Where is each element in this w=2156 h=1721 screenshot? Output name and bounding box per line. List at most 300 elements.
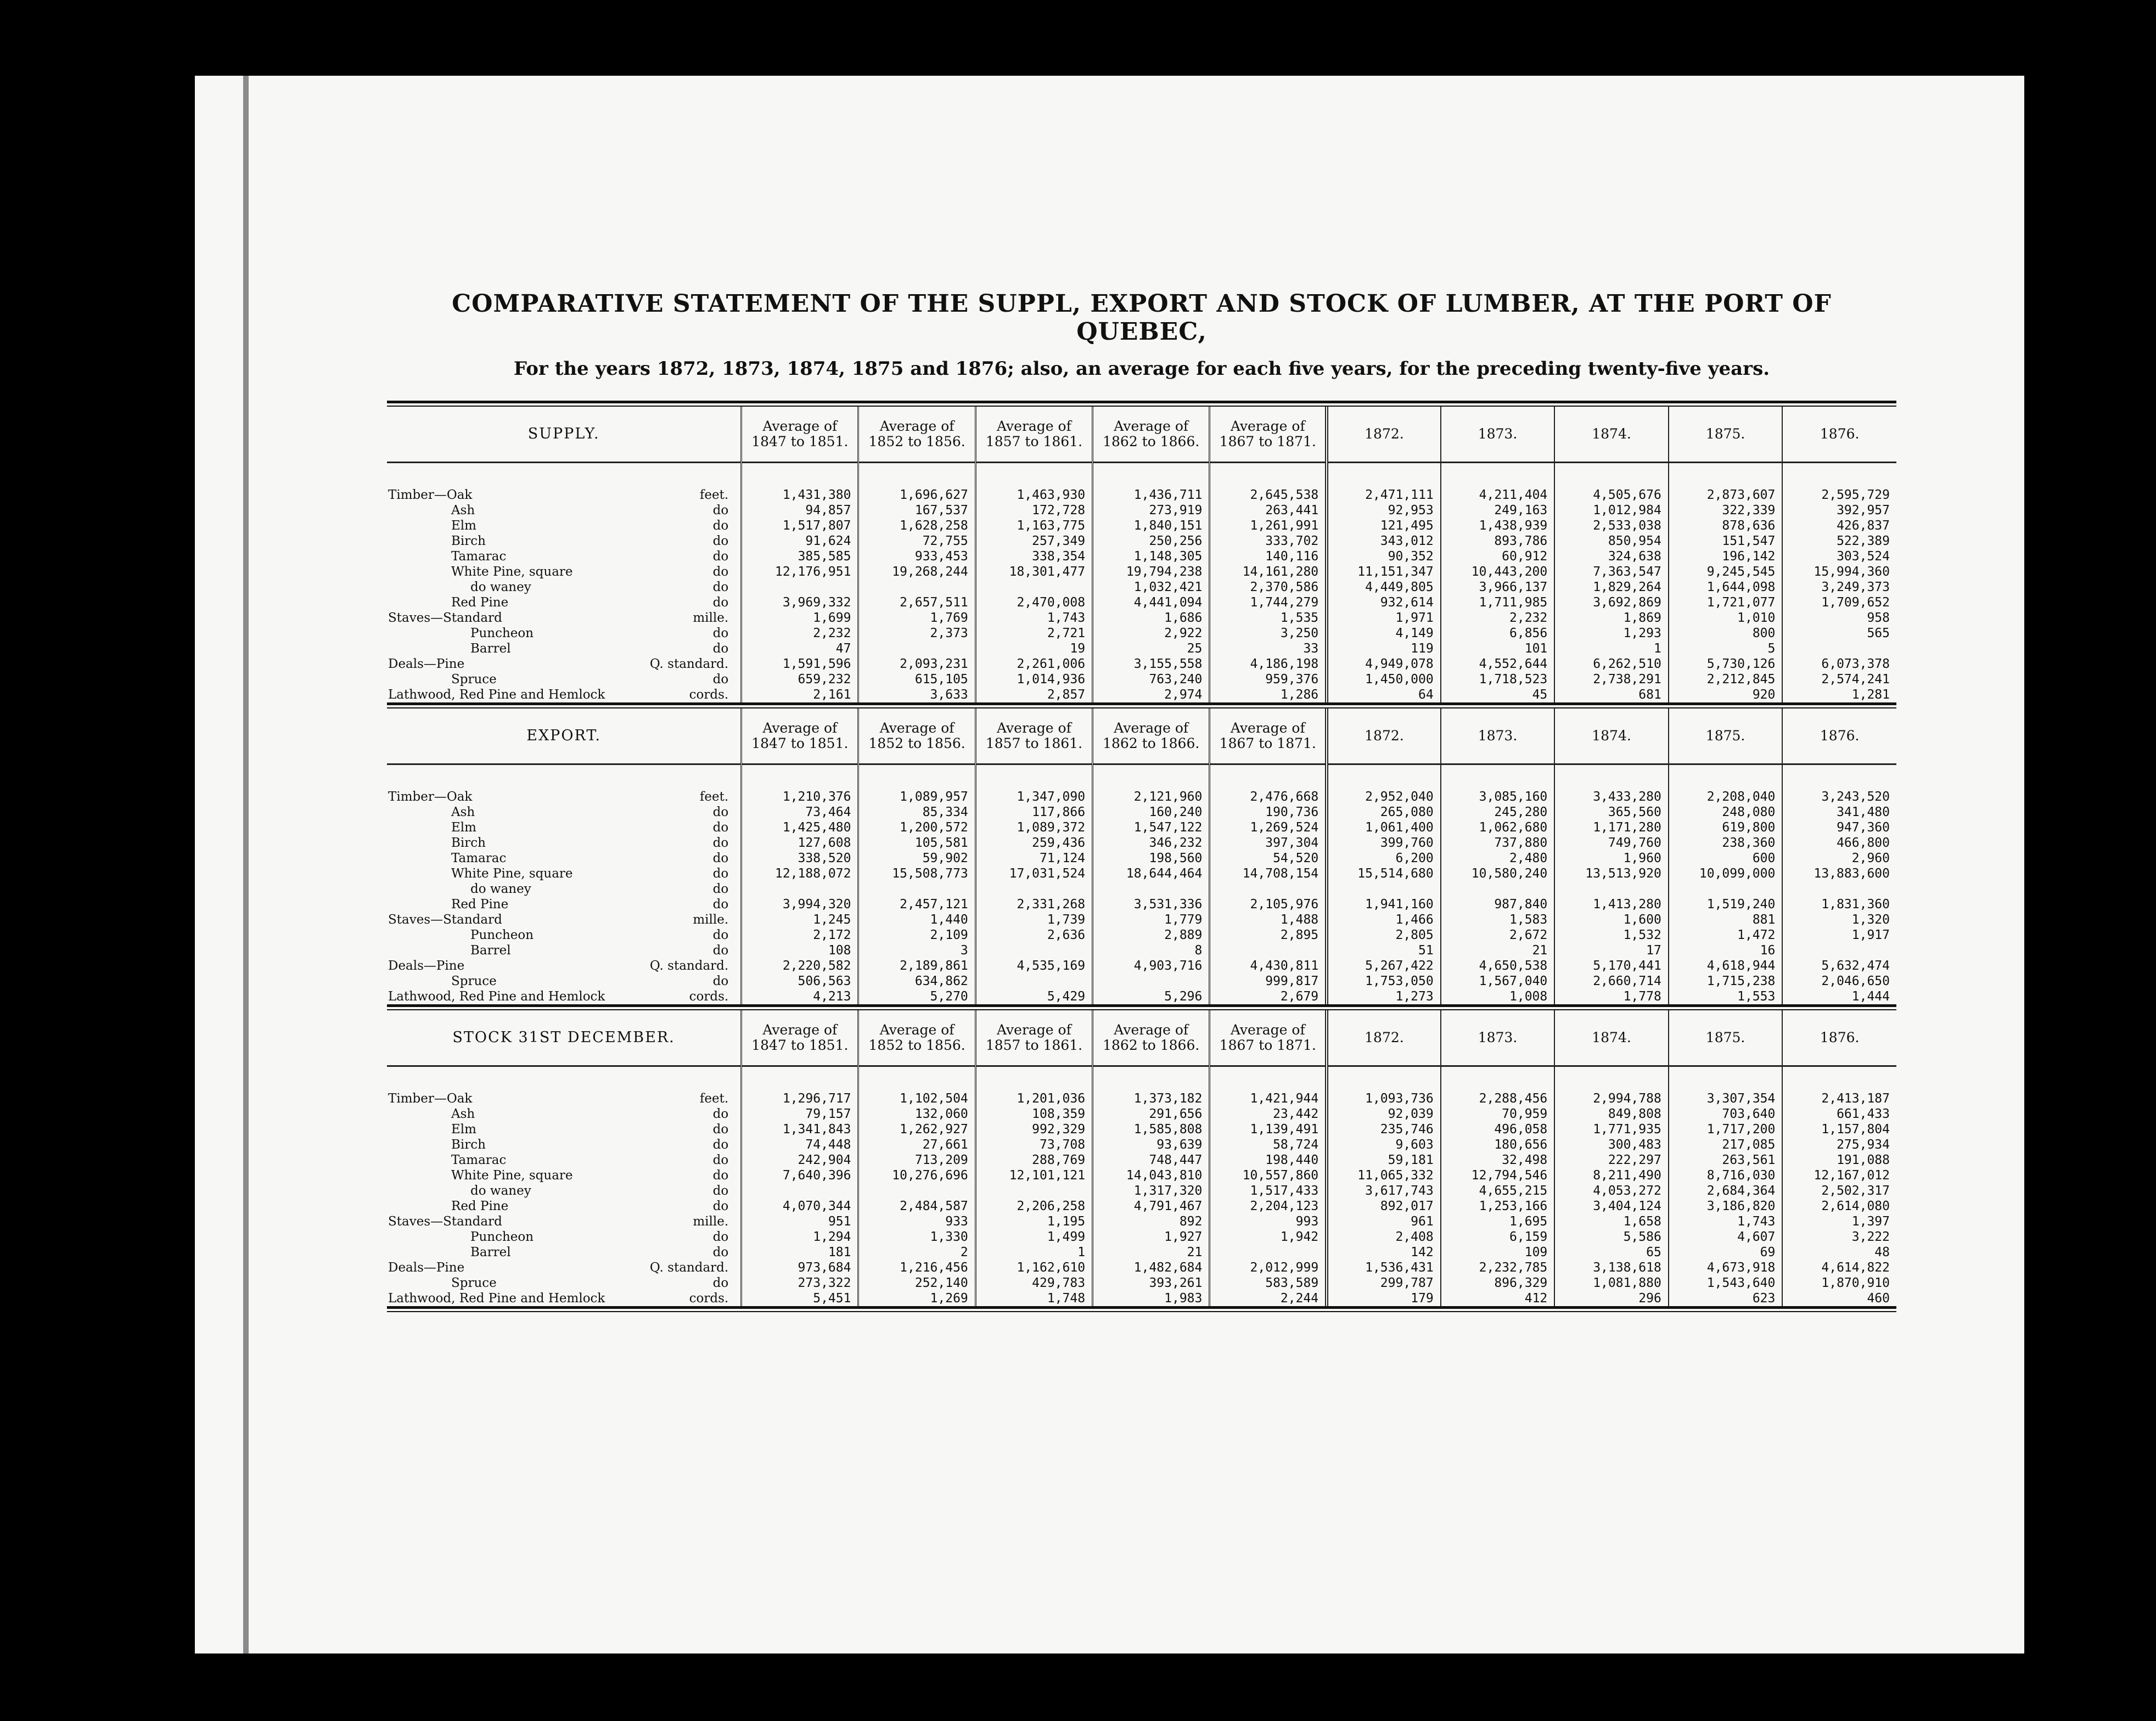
table-cell: 296 <box>1554 1291 1669 1306</box>
row-unit: do <box>712 1199 729 1213</box>
table-cell: 181 <box>742 1245 858 1260</box>
table-cell: 1,413,280 <box>1554 897 1669 912</box>
table-cell: 45 <box>1441 687 1555 702</box>
table-row <box>387 1183 1896 1199</box>
year-column-header: 1872. <box>1327 1010 1441 1066</box>
table-cell: 3,969,332 <box>742 595 858 610</box>
row-label <box>387 626 742 641</box>
table-cell: 1,440 <box>858 912 975 927</box>
table-cell: 1,779 <box>1093 912 1210 927</box>
year-column-header: 1874. <box>1554 708 1669 764</box>
table-cell: 5,267,422 <box>1327 958 1441 974</box>
table-cell: 1,686 <box>1093 610 1210 626</box>
table-cell: 5,170,441 <box>1554 958 1669 974</box>
table-cell: 999,817 <box>1210 974 1327 989</box>
table-cell: 259,436 <box>975 835 1092 851</box>
table-cell: 4,673,918 <box>1669 1260 1783 1275</box>
table-cell: 896,329 <box>1441 1275 1555 1291</box>
table-cell: 10,557,860 <box>1210 1168 1327 1183</box>
table-cell: 2,288,456 <box>1441 1091 1555 1106</box>
row-unit: do <box>712 1245 729 1259</box>
table-cell: 3,138,618 <box>1554 1260 1669 1275</box>
year-column-header: 1873. <box>1441 407 1555 463</box>
table-cell: 11,151,347 <box>1327 564 1441 580</box>
table-cell: 659,232 <box>742 672 858 687</box>
table-row <box>387 610 1896 626</box>
table-cell: 15,514,680 <box>1327 866 1441 881</box>
row-unit: Q. standard. <box>649 657 729 671</box>
table-cell: 4,149 <box>1327 626 1441 641</box>
table-cell: 300,483 <box>1554 1137 1669 1152</box>
row-unit: do <box>712 1168 729 1183</box>
table-cell <box>975 580 1092 595</box>
table-cell: 14,708,154 <box>1210 866 1327 881</box>
table-cell: 1,718,523 <box>1441 672 1555 687</box>
table-row <box>387 1245 1896 1260</box>
row-label-text: Red Pine <box>451 897 509 912</box>
average-column-header: Average of 1862 to 1866. <box>1093 708 1210 764</box>
table-cell: 2,857 <box>975 687 1092 702</box>
table-cell: 5,730,126 <box>1669 656 1783 672</box>
row-label <box>387 1091 742 1106</box>
table-cell: 365,560 <box>1554 805 1669 820</box>
table-cell: 1,536,431 <box>1327 1260 1441 1275</box>
table-cell: 85,334 <box>858 805 975 820</box>
table-cell: 1,960 <box>1554 851 1669 866</box>
year-column-header: 1875. <box>1669 407 1783 463</box>
section-table-1 <box>387 708 1896 1004</box>
table-cell: 1,200,572 <box>858 820 975 835</box>
year-column-header: 1875. <box>1669 708 1783 764</box>
table-cell: 2,679 <box>1210 989 1327 1004</box>
table-cell: 2,212,845 <box>1669 672 1783 687</box>
table-row <box>387 656 1896 672</box>
table-cell: 1,010 <box>1669 610 1783 626</box>
table-cell: 222,297 <box>1554 1152 1669 1168</box>
table-cell: 583,589 <box>1210 1275 1327 1291</box>
table-cell: 8 <box>1093 943 1210 958</box>
table-cell: 1,829,264 <box>1554 580 1669 595</box>
table-cell: 3,250 <box>1210 626 1327 641</box>
table-row <box>387 851 1896 866</box>
average-column-header: Average of 1862 to 1866. <box>1093 407 1210 463</box>
table-cell: 1,157,804 <box>1782 1122 1896 1137</box>
table-cell: 4,449,805 <box>1327 580 1441 595</box>
table-cell: 522,389 <box>1782 533 1896 549</box>
table-cell: 2,684,364 <box>1669 1183 1783 1199</box>
table-cell: 1,081,880 <box>1554 1275 1669 1291</box>
average-column-header: Average of 1867 to 1871. <box>1210 708 1327 764</box>
table-cell: 1,171,280 <box>1554 820 1669 835</box>
average-column-header: Average of 1852 to 1856. <box>858 708 975 764</box>
table-row <box>387 989 1896 1004</box>
table-cell: 242,904 <box>742 1152 858 1168</box>
table-cell: 993 <box>1210 1214 1327 1229</box>
table-cell: 250,256 <box>1093 533 1210 549</box>
table-cell: 385,585 <box>742 549 858 564</box>
table-cell: 749,760 <box>1554 835 1669 851</box>
table-cell: 2,974 <box>1093 687 1210 702</box>
row-unit: Q. standard. <box>649 1261 729 1275</box>
table-cell: 3 <box>858 943 975 958</box>
table-cell: 1,753,050 <box>1327 974 1441 989</box>
row-unit: do <box>712 534 729 548</box>
table-cell: 1,148,305 <box>1093 549 1210 564</box>
year-column-header: 1874. <box>1554 1010 1669 1066</box>
table-cell: 987,840 <box>1441 897 1555 912</box>
table-cell: 248,080 <box>1669 805 1783 820</box>
table-cell: 1,917 <box>1782 927 1896 943</box>
row-label <box>387 943 742 958</box>
row-label <box>387 805 742 820</box>
table-cell: 1,431,380 <box>742 487 858 503</box>
table-cell: 5,632,474 <box>1782 958 1896 974</box>
row-label-text: Tamarac <box>451 549 507 564</box>
row-label-text: Deals—Pine <box>388 1261 465 1275</box>
table-cell: 878,636 <box>1669 518 1783 533</box>
table-cell: 1,739 <box>975 912 1092 927</box>
table-cell: 1,262,927 <box>858 1122 975 1137</box>
table-cell: 1,210,376 <box>742 789 858 805</box>
table-cell: 4,053,272 <box>1554 1183 1669 1199</box>
table-cell: 426,837 <box>1782 518 1896 533</box>
table-cell: 8,716,030 <box>1669 1168 1783 1183</box>
row-label-text: Timber—Oak <box>388 790 473 804</box>
table-cell: 5,296 <box>1093 989 1210 1004</box>
table-cell: 2,046,650 <box>1782 974 1896 989</box>
table-cell: 951 <box>742 1214 858 1229</box>
table-cell: 2,408 <box>1327 1229 1441 1245</box>
table-cell: 2 <box>858 1245 975 1260</box>
table-cell: 142 <box>1327 1245 1441 1260</box>
row-unit: mille. <box>693 611 729 625</box>
table-cell: 12,794,546 <box>1441 1168 1555 1183</box>
table-cell: 892 <box>1093 1214 1210 1229</box>
table-cell: 1,273 <box>1327 989 1441 1004</box>
table-cell: 4,211,404 <box>1441 487 1555 503</box>
table-cell: 1,591,596 <box>742 656 858 672</box>
table-row <box>387 1106 1896 1122</box>
table-cell: 2,161 <box>742 687 858 702</box>
table-cell: 800 <box>1669 626 1783 641</box>
table-cell: 299,787 <box>1327 1275 1441 1291</box>
section-heading: SUPPLY. <box>527 425 600 442</box>
row-unit: do <box>712 836 729 850</box>
section-rule <box>387 401 1896 407</box>
table-cell <box>1210 1245 1327 1260</box>
table-cell: 1,567,040 <box>1441 974 1555 989</box>
row-label-text: Staves—Standard <box>388 913 502 927</box>
row-label-text: Tamarac <box>451 1153 507 1167</box>
table-cell: 1,195 <box>975 1214 1092 1229</box>
table-cell: 1,709,652 <box>1782 595 1896 610</box>
table-cell: 992,329 <box>975 1122 1092 1137</box>
row-unit: do <box>712 565 729 579</box>
table-cell: 2,657,511 <box>858 595 975 610</box>
table-cell: 3,085,160 <box>1441 789 1555 805</box>
row-label <box>387 503 742 518</box>
year-column-header: 1876. <box>1782 708 1896 764</box>
table-cell: 1,744,279 <box>1210 595 1327 610</box>
document-subtitle: For the years 1872, 1873, 1874, 1875 and 1876; also, an average for each five years, for the preceding twenty-five years. <box>513 358 1770 380</box>
table-cell: 4,430,811 <box>1210 958 1327 974</box>
table-cell: 1,162,610 <box>975 1260 1092 1275</box>
table-cell: 2,244 <box>1210 1291 1327 1306</box>
average-column-header: Average of 1867 to 1871. <box>1210 1010 1327 1066</box>
table-row <box>387 595 1896 610</box>
row-label-text: do waney <box>470 1184 531 1198</box>
table-cell: 1,444 <box>1782 989 1896 1004</box>
table-row <box>387 641 1896 656</box>
table-cell: 429,783 <box>975 1275 1092 1291</box>
row-label <box>387 595 742 610</box>
table-cell: 2,476,668 <box>1210 789 1327 805</box>
table-cell: 1,397 <box>1782 1214 1896 1229</box>
table-cell: 101 <box>1441 641 1555 656</box>
row-label-text: Ash <box>451 805 475 819</box>
table-cell <box>1782 641 1896 656</box>
table-cell: 167,537 <box>858 503 975 518</box>
table-row <box>387 564 1896 580</box>
table-cell: 3,692,869 <box>1554 595 1669 610</box>
table-cell: 4,614,822 <box>1782 1260 1896 1275</box>
table-cell: 5,451 <box>742 1291 858 1306</box>
row-label-text: Lathwood, Red Pine and Hemlock <box>388 1291 605 1306</box>
table-cell: 1,341,843 <box>742 1122 858 1137</box>
average-column-header: Average of 1857 to 1861. <box>975 1010 1092 1066</box>
average-column-header: Average of 1862 to 1866. <box>1093 1010 1210 1066</box>
table-cell: 2,533,038 <box>1554 518 1669 533</box>
table-cell: 333,702 <box>1210 533 1327 549</box>
table-row <box>387 533 1896 549</box>
row-unit: do <box>712 943 729 958</box>
year-column-header: 1876. <box>1782 1010 1896 1066</box>
table-cell: 58,724 <box>1210 1137 1327 1152</box>
table-cell <box>1093 881 1210 897</box>
average-column-header: Average of 1847 to 1851. <box>742 708 858 764</box>
row-label-text: Ash <box>451 1107 475 1121</box>
table-cell: 140,116 <box>1210 549 1327 564</box>
table-cell: 346,232 <box>1093 835 1210 851</box>
table-cell: 59,181 <box>1327 1152 1441 1168</box>
row-unit: do <box>712 549 729 564</box>
row-label <box>387 1291 742 1306</box>
table-cell: 172,728 <box>975 503 1092 518</box>
table-cell: 2,614,080 <box>1782 1199 1896 1214</box>
year-column-header: 1875. <box>1669 1010 1783 1066</box>
table-cell: 2,109 <box>858 927 975 943</box>
row-label-text: Staves—Standard <box>388 611 502 625</box>
table-cell: 10,099,000 <box>1669 866 1783 881</box>
table-cell: 1,463,930 <box>975 487 1092 503</box>
table-row <box>387 1214 1896 1229</box>
table-cell: 2,220,582 <box>742 958 858 974</box>
row-label-text: Lathwood, Red Pine and Hemlock <box>388 688 605 702</box>
row-unit: do <box>712 1122 729 1137</box>
table-cell: 2,261,006 <box>975 656 1092 672</box>
table-cell <box>742 1183 858 1199</box>
table-row <box>387 912 1896 927</box>
table-cell: 1,347,090 <box>975 789 1092 805</box>
table-cell: 198,560 <box>1093 851 1210 866</box>
row-label-text: Timber—Oak <box>388 1092 473 1106</box>
table-cell <box>1669 881 1783 897</box>
table-cell <box>975 1183 1092 1199</box>
table-cell: 121,495 <box>1327 518 1441 533</box>
table-cell: 2,738,291 <box>1554 672 1669 687</box>
table-cell: 1,421,944 <box>1210 1091 1327 1106</box>
table-cell: 412 <box>1441 1291 1555 1306</box>
table-cell: 1,535 <box>1210 610 1327 626</box>
table-cell: 1,062,680 <box>1441 820 1555 835</box>
table-cell: 108,359 <box>975 1106 1092 1122</box>
table-cell: 4,552,644 <box>1441 656 1555 672</box>
row-label-text: Deals—Pine <box>388 657 465 671</box>
table-cell: 892,017 <box>1327 1199 1441 1214</box>
table-cell: 2,595,729 <box>1782 487 1896 503</box>
table-cell: 3,617,743 <box>1327 1183 1441 1199</box>
table-cell: 11,065,332 <box>1327 1168 1441 1183</box>
table-cell: 1,717,200 <box>1669 1122 1783 1137</box>
table-cell: 1,425,480 <box>742 820 858 835</box>
row-label <box>387 1183 742 1199</box>
table-cell: 1,748 <box>975 1291 1092 1306</box>
table-cell: 1,715,238 <box>1669 974 1783 989</box>
row-label-text: Red Pine <box>451 1199 509 1213</box>
table-cell: 263,441 <box>1210 503 1327 518</box>
row-unit: do <box>712 1276 729 1290</box>
table-cell: 2,471,111 <box>1327 487 1441 503</box>
table-cell <box>1210 943 1327 958</box>
year-column-header: 1872. <box>1327 708 1441 764</box>
table-cell: 265,080 <box>1327 805 1441 820</box>
table-cell: 959,376 <box>1210 672 1327 687</box>
table-cell: 1,008 <box>1441 989 1555 1004</box>
table-cell <box>858 1183 975 1199</box>
average-column-header: Average of 1852 to 1856. <box>858 1010 975 1066</box>
table-cell: 12,101,121 <box>975 1168 1092 1183</box>
table-cell: 1,696,627 <box>858 487 975 503</box>
table-cell: 180,656 <box>1441 1137 1555 1152</box>
table-cell: 15,508,773 <box>858 866 975 881</box>
table-cell: 2,121,960 <box>1093 789 1210 805</box>
table-cell: 198,440 <box>1210 1152 1327 1168</box>
table-cell: 1,089,372 <box>975 820 1092 835</box>
table-cell: 32,498 <box>1441 1152 1555 1168</box>
table-cell: 6,200 <box>1327 851 1441 866</box>
table-row <box>387 1275 1896 1291</box>
table-cell: 4,607 <box>1669 1229 1783 1245</box>
row-label-text: White Pine, square <box>451 565 573 579</box>
table-cell: 79,157 <box>742 1106 858 1122</box>
row-unit: feet. <box>699 488 729 502</box>
table-cell: 893,786 <box>1441 533 1555 549</box>
table-cell: 27,661 <box>858 1137 975 1152</box>
table-cell: 1,102,504 <box>858 1091 975 1106</box>
table-cell: 1,296,717 <box>742 1091 858 1106</box>
table-cell: 303,524 <box>1782 549 1896 564</box>
table-cell: 25 <box>1093 641 1210 656</box>
table-cell: 3,243,520 <box>1782 789 1896 805</box>
row-unit: do <box>712 805 729 819</box>
table-cell: 1,628,258 <box>858 518 975 533</box>
table-cell: 2,232,785 <box>1441 1260 1555 1275</box>
table-cell: 196,142 <box>1669 549 1783 564</box>
table-cell: 2,672 <box>1441 927 1555 943</box>
table-cell: 619,800 <box>1669 820 1783 835</box>
table-cell: 2,502,317 <box>1782 1183 1896 1199</box>
table-cell: 1,438,939 <box>1441 518 1555 533</box>
table-cell: 6,262,510 <box>1554 656 1669 672</box>
table-cell: 2,172 <box>742 927 858 943</box>
table-cell: 19 <box>975 641 1092 656</box>
table-cell: 1,294 <box>742 1229 858 1245</box>
table-cell: 12,176,951 <box>742 564 858 580</box>
table-cell: 4,949,078 <box>1327 656 1441 672</box>
table-cell: 72,755 <box>858 533 975 549</box>
table-cell: 6,856 <box>1441 626 1555 641</box>
row-label <box>387 1214 742 1229</box>
table-cell: 1,286 <box>1210 687 1327 702</box>
table-row <box>387 866 1896 881</box>
table-cell: 920 <box>1669 687 1783 702</box>
row-label <box>387 912 742 927</box>
row-label <box>387 1152 742 1168</box>
table-cell: 947,360 <box>1782 820 1896 835</box>
row-label <box>387 835 742 851</box>
row-label <box>387 881 742 897</box>
table-cell: 600 <box>1669 851 1783 866</box>
table-cell: 74,448 <box>742 1137 858 1152</box>
table-cell: 2,889 <box>1093 927 1210 943</box>
row-label-text: Lathwood, Red Pine and Hemlock <box>388 989 605 1004</box>
row-label <box>387 518 742 533</box>
table-cell: 1,245 <box>742 912 858 927</box>
table-cell: 21 <box>1441 943 1555 958</box>
table-cell: 2,895 <box>1210 927 1327 943</box>
table-cell <box>975 943 1092 958</box>
table-cell: 1,253,166 <box>1441 1199 1555 1214</box>
table-row <box>387 927 1896 943</box>
table-cell: 2,470,008 <box>975 595 1092 610</box>
table-cell: 5,270 <box>858 989 975 1004</box>
row-unit: do <box>712 897 729 912</box>
table-cell: 1,317,320 <box>1093 1183 1210 1199</box>
table-cell: 932,614 <box>1327 595 1441 610</box>
table-cell: 1,163,775 <box>975 518 1092 533</box>
table-cell: 23,442 <box>1210 1106 1327 1122</box>
table-cell: 3,155,558 <box>1093 656 1210 672</box>
table-cell: 1,532 <box>1554 927 1669 943</box>
table-cell <box>1093 974 1210 989</box>
table-cell: 496,058 <box>1441 1122 1555 1137</box>
table-cell: 4,655,215 <box>1441 1183 1555 1199</box>
table-cell <box>1782 943 1896 958</box>
table-cell: 2,873,607 <box>1669 487 1783 503</box>
table-row <box>387 1291 1896 1306</box>
document-title: COMPARATIVE STATEMENT OF THE SUPPL, EXPORT AND STOCK OF LUMBER, AT THE PORT OF QUEBEC, <box>452 290 1832 346</box>
row-label <box>387 533 742 549</box>
table-cell: 238,360 <box>1669 835 1783 851</box>
row-unit: do <box>712 519 729 533</box>
table-cell: 1,488 <box>1210 912 1327 927</box>
row-label <box>387 610 742 626</box>
row-label <box>387 1137 742 1152</box>
table-cell: 18,644,464 <box>1093 866 1210 881</box>
table-row <box>387 958 1896 974</box>
table-cell: 1,695 <box>1441 1214 1555 1229</box>
table-cell: 3,531,336 <box>1093 897 1210 912</box>
